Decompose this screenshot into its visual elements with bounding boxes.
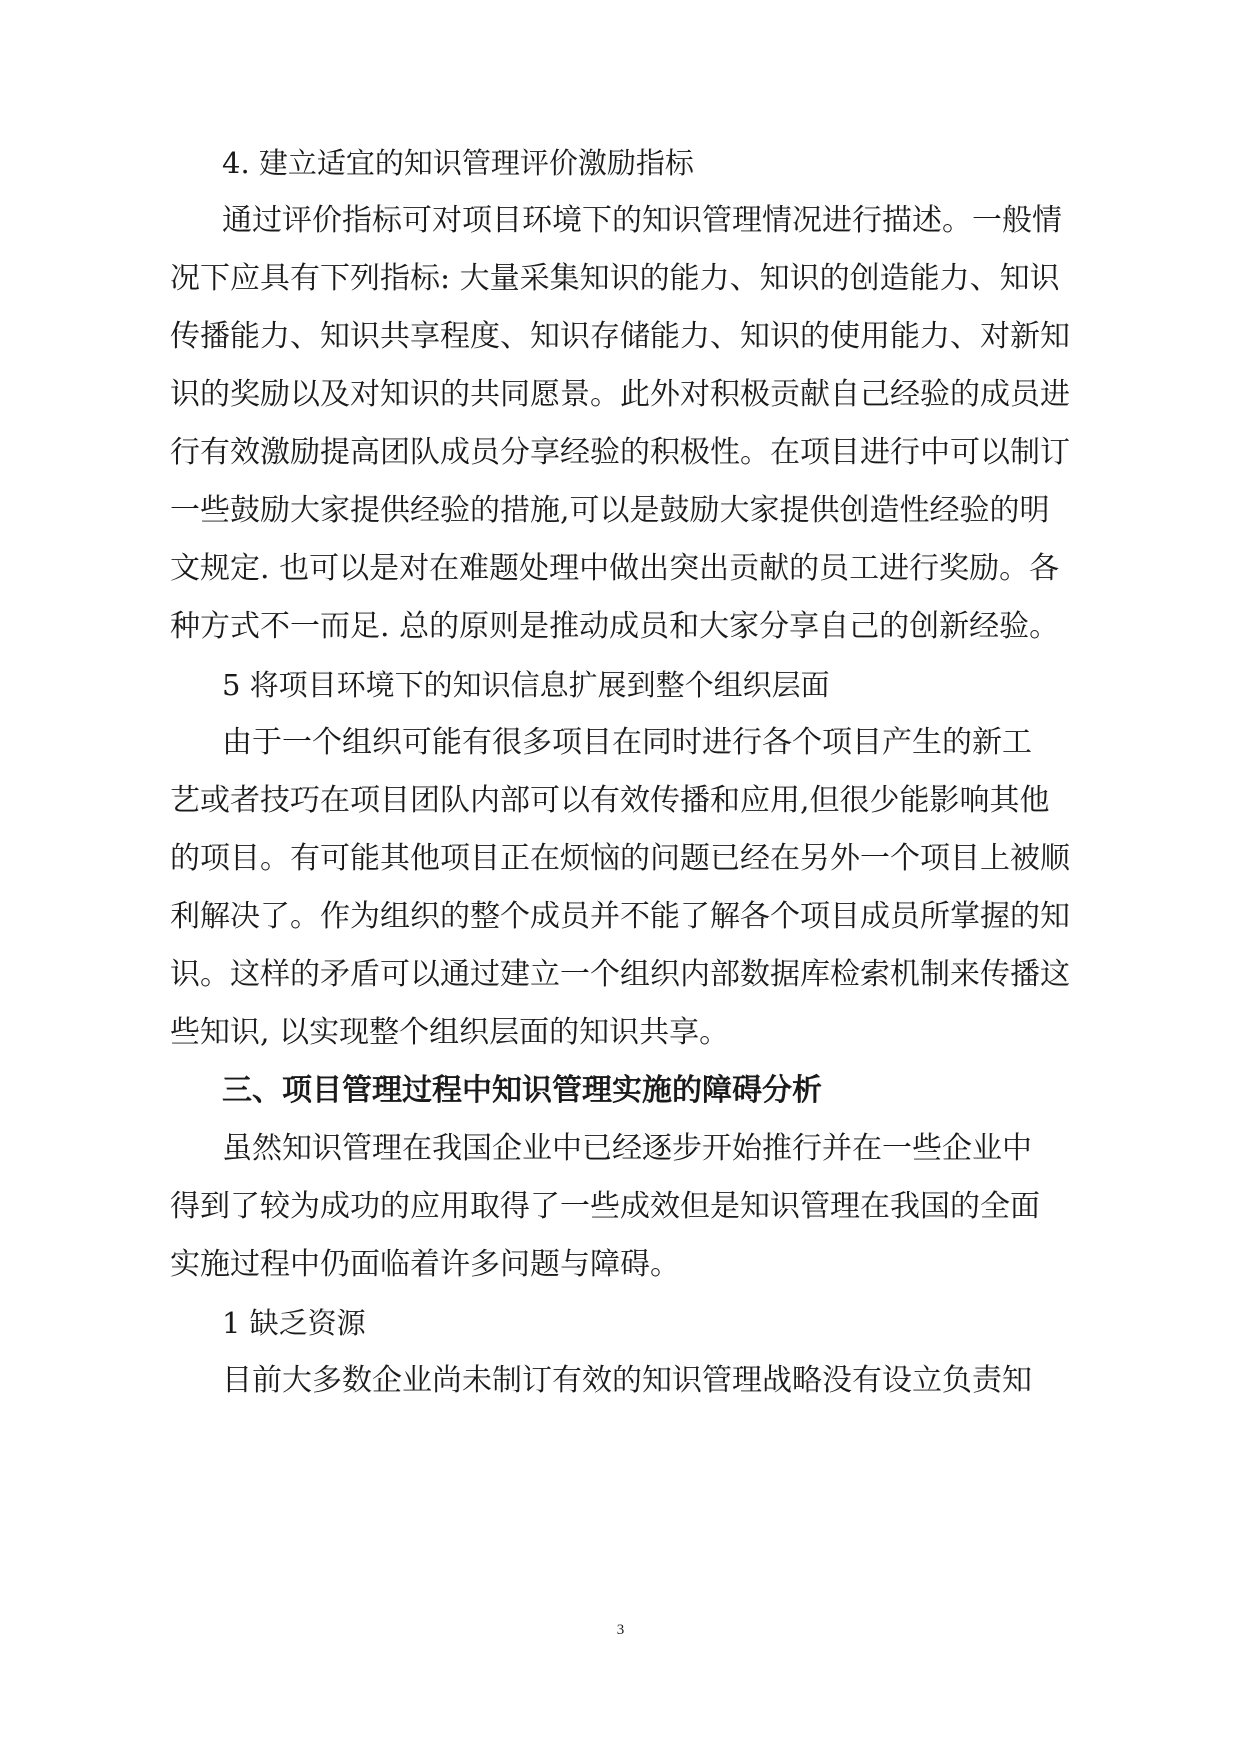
paragraph-line: 种方式不一而足. 总的原则是推动成员和大家分享自己的创新经验。 [170, 609, 1060, 644]
paragraph-line: 行有效激励提高团队成员分享经验的积极性。在项目进行中可以制订 [170, 435, 1070, 470]
paragraph-line: 一些鼓励大家提供经验的措施,可以是鼓励大家提供创造性经验的明 [170, 493, 1050, 528]
paragraph-line: 传播能力、知识共享程度、知识存储能力、知识的使用能力、对新知 [170, 319, 1070, 354]
paragraph-line: 识的奖励以及对知识的共同愿景。此外对积极贡献自己经验的成员进 [170, 377, 1070, 412]
paragraph-line: 利解决了。作为组织的整个成员并不能了解各个项目成员所掌握的知 [170, 899, 1070, 934]
paragraph-line: 目前大多数企业尚未制订有效的知识管理战略没有设立负责知 [222, 1363, 1032, 1398]
paragraph-line: 文规定. 也可以是对在难题处理中做出突出贡献的员工进行奖励。各 [170, 551, 1060, 586]
page-number: 3 [616, 1622, 625, 1638]
section-heading-3: 三、项目管理过程中知识管理实施的障碍分析 [222, 1073, 822, 1108]
paragraph-line: 些知识, 以实现整个组织层面的知识共享。 [170, 1015, 730, 1050]
paragraph-line: 艺或者技巧在项目团队内部可以有效传播和应用,但很少能影响其他 [170, 783, 1050, 818]
paragraph-line: 由于一个组织可能有很多项目在同时进行各个项目产生的新工 [222, 725, 1032, 760]
paragraph-line: 实施过程中仍面临着许多问题与障碍。 [170, 1247, 680, 1282]
subheading-1: 1 缺乏资源 [222, 1306, 366, 1340]
paragraph-line: 虽然知识管理在我国企业中已经逐步开始推行并在一些企业中 [222, 1131, 1032, 1166]
paragraph-line: 况下应具有下列指标: 大量采集知识的能力、知识的创造能力、知识 [170, 261, 1060, 296]
paragraph-line: 的项目。有可能其他项目正在烦恼的问题已经在另外一个项目上被顺 [170, 841, 1070, 876]
paragraph-line: 得到了较为成功的应用取得了一些成效但是知识管理在我国的全面 [170, 1189, 1040, 1224]
subheading-4: 4. 建立适宜的知识管理评价激励指标 [222, 146, 694, 180]
paragraph-line: 通过评价指标可对项目环境下的知识管理情况进行描述。一般情 [222, 203, 1062, 238]
paragraph-line: 识。这样的矛盾可以通过建立一个组织内部数据库检索机制来传播这 [170, 957, 1070, 992]
subheading-5: 5 将项目环境下的知识信息扩展到整个组织层面 [222, 668, 830, 702]
